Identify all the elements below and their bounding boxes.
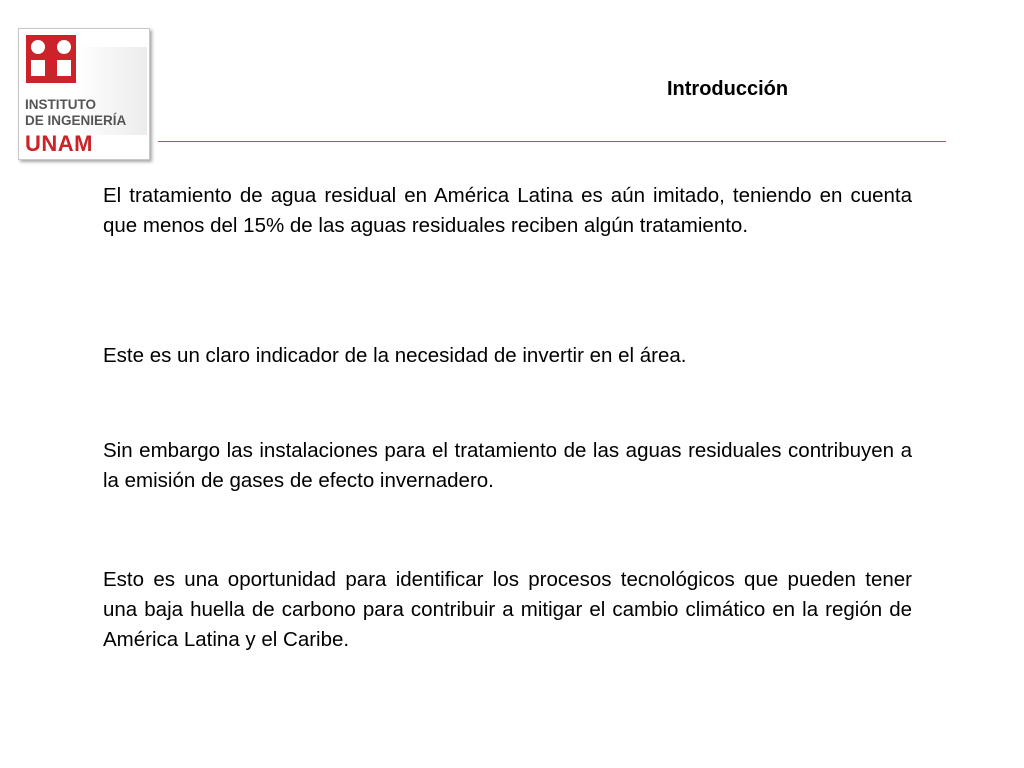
paragraph-2: Este es un claro indicador de la necesidad de invertir en el área.: [103, 344, 687, 367]
institute-logo: [18, 28, 150, 160]
logo-center-bar: [49, 35, 53, 83]
logo-mark-icon: [26, 35, 76, 83]
slide-title: Introducción: [667, 78, 789, 100]
logo-text-line1: INSTITUTO: [25, 97, 97, 112]
logo-square-left: [31, 60, 45, 76]
logo-circle-right: [57, 40, 71, 54]
paragraph-3: Sin embargo las instalaciones para el tratamiento de las aguas residuales contribuyen a la emisión de gases de efecto invernadero.: [103, 439, 912, 492]
logo-circle-left: [31, 40, 45, 54]
logo-text-line2: DE INGENIERÍA: [25, 113, 127, 128]
logo-text-unam: UNAM: [25, 131, 93, 156]
paragraph-4: Esto es una oportunidad para identificar los procesos tecnológicos que pueden tener una baja huella de carbono para contribuir a mitigar el cambio climático en la región de América Latina y el Caribe.: [103, 568, 912, 651]
logo-square-right: [57, 60, 71, 76]
title-divider: [158, 141, 946, 142]
paragraph-1: El tratamiento de agua residual en América Latina es aún imitado, teniendo en cuenta que menos del 15% de las aguas residuales reciben algún tratamiento.: [103, 184, 912, 237]
